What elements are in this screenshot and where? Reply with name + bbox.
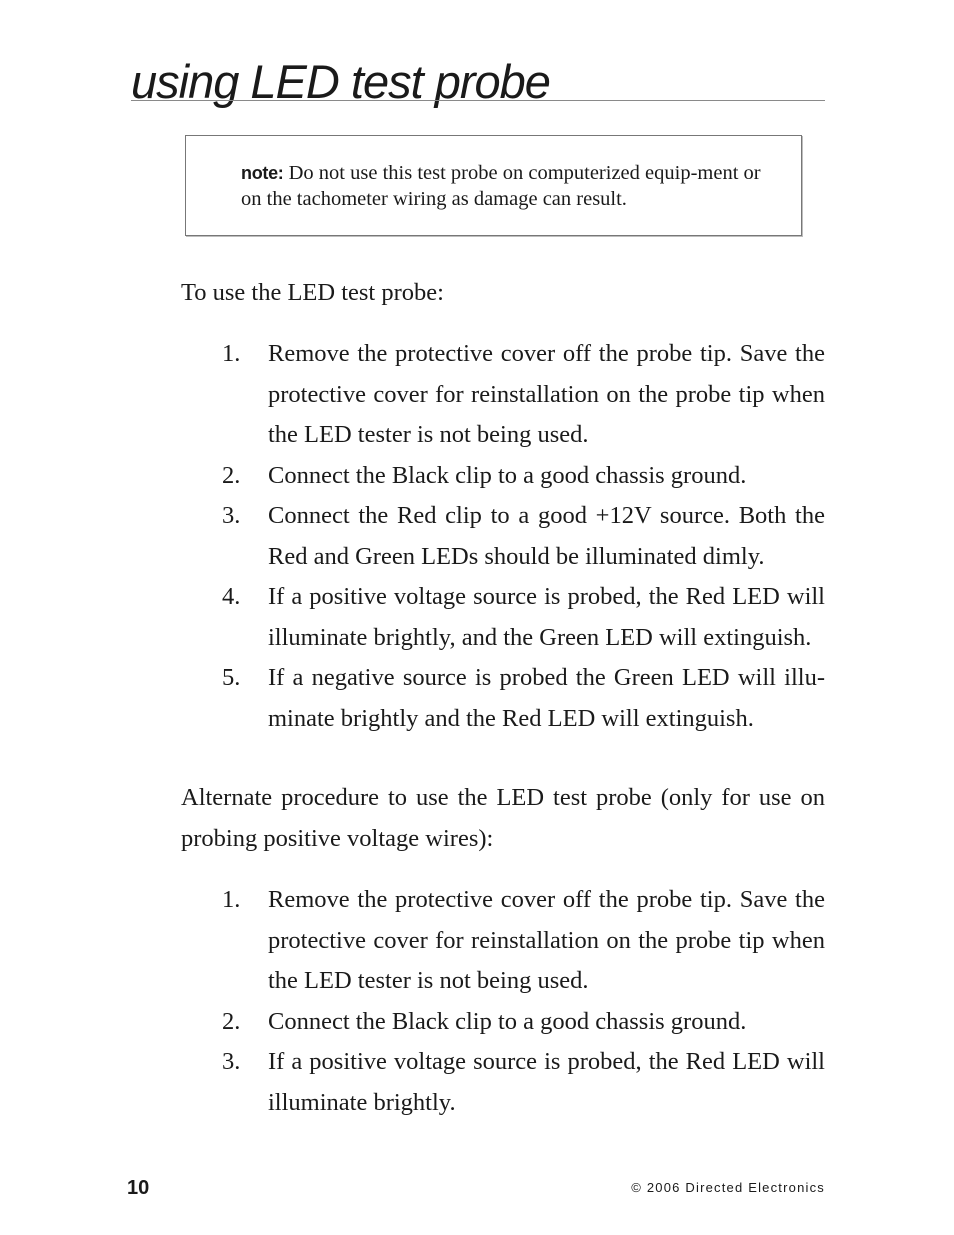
step-number: 2. xyxy=(222,1007,241,1035)
step-number: 1. xyxy=(222,340,241,367)
alternate-steps-list xyxy=(222,880,825,1123)
step-text: If a positive voltage source is probed, the Red LED will illuminate brightly. xyxy=(268,1048,825,1116)
list-item xyxy=(222,456,825,497)
list-item xyxy=(222,496,825,577)
step-number: 4. xyxy=(222,583,241,610)
step-text: Connect the Black clip to a good chassis ground. xyxy=(268,461,747,489)
steps-list xyxy=(222,334,825,739)
step-text: If a negative source is probed the Green LED will illu-minate brightly and the Red LED will extinguish. xyxy=(268,664,825,732)
alternate-intro-paragraph: Alternate procedure to use the LED test probe (only for use on probing positive voltage wires): xyxy=(181,784,825,852)
step-text: If a positive voltage source is probed, the Red LED will illuminate brightly, and the Green LED will extinguish. xyxy=(268,583,825,651)
step-number: 1. xyxy=(222,886,241,913)
note-body: Do not use this test probe on computerized equip-ment or on the tachometer wiring as damage can result. xyxy=(241,162,761,210)
copyright-text: © 2006 Directed Electronics xyxy=(631,1180,825,1195)
step-text: Connect the Black clip to a good chassis ground. xyxy=(268,1007,747,1035)
page-title: using LED test probe xyxy=(131,55,550,108)
list-item xyxy=(222,1002,825,1043)
note-label: note: xyxy=(241,163,284,183)
note-text xyxy=(241,160,761,212)
step-number: 2. xyxy=(222,461,241,489)
list-item xyxy=(222,1042,825,1123)
step-number: 3. xyxy=(222,502,241,529)
intro-paragraph: To use the LED test probe: xyxy=(181,279,444,306)
title-rule xyxy=(131,100,825,101)
step-text: Remove the protective cover off the probe tip. Save the protective cover for reinstallation on the probe tip when the LED tester is not being used. xyxy=(268,886,825,994)
step-text: Remove the protective cover off the probe tip. Save the protective cover for reinstallation on the probe tip when the LED tester is not being used. xyxy=(268,340,825,448)
step-number: 3. xyxy=(222,1048,241,1075)
step-text: Connect the Red clip to a good +12V source. Both the Red and Green LEDs should be illuminated dimly. xyxy=(268,502,825,570)
list-item xyxy=(222,577,825,658)
list-item xyxy=(222,880,825,1002)
list-item xyxy=(222,334,825,456)
step-number: 5. xyxy=(222,664,241,691)
page-number: 10 xyxy=(127,1177,150,1199)
list-item xyxy=(222,658,825,739)
note-box xyxy=(185,135,802,236)
